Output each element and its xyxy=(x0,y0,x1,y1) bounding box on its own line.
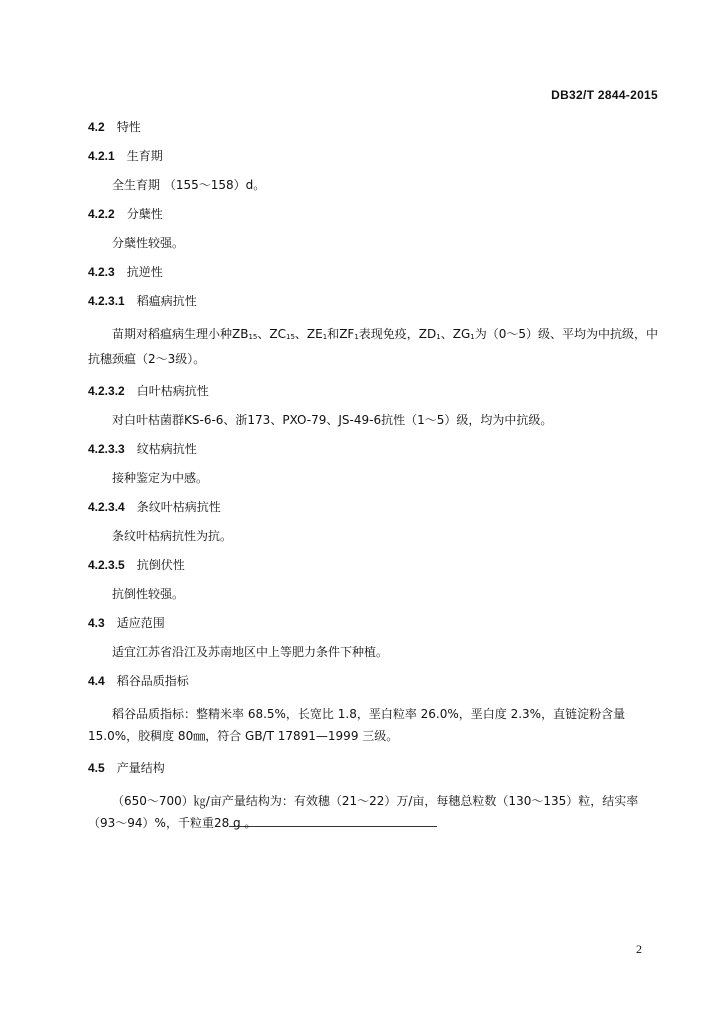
section-number: 4.2.3.5 xyxy=(88,558,125,572)
section-number: 4.3 xyxy=(88,616,105,630)
paragraph-sheath-blight: 接种鉴定为中感。 xyxy=(112,471,209,485)
section-heading-4-2-2 xyxy=(88,207,658,236)
section-title: 纹枯病抗性 xyxy=(136,442,197,456)
paragraph-blast-resistance: 苗期对稻瘟病生理小种$ZB_{15}$、$ZC_{15}$、$ZE_1$和$ZF_1$表现免疫，$ZD_1$、$ZG_1$为（0～5）级、平均为中抗级，中抗穗颈瘟（2～3级）。 xyxy=(88,327,659,366)
section-number: 4.2.2 xyxy=(88,207,115,221)
document-code: DB32/T 2844-2015 xyxy=(551,88,658,102)
section-number: 4.4 xyxy=(88,674,105,688)
section-number: 4.2.1 xyxy=(88,149,115,163)
section-number: 4.2.3.1 xyxy=(88,294,125,308)
section-heading-4-3 xyxy=(88,616,658,645)
section-heading-4-2-1 xyxy=(88,149,658,178)
section-title: 白叶枯病抗性 xyxy=(136,384,209,398)
section-number: 4.5 xyxy=(88,761,105,775)
document-body xyxy=(88,120,658,848)
paragraph-tillering: 分蘖性较强。 xyxy=(112,236,185,250)
section-number: 4.2.3.2 xyxy=(88,384,125,398)
end-of-document-rule xyxy=(229,826,437,827)
paragraph-growth-period: 全生育期 （155～158）d。 xyxy=(112,178,266,192)
section-number: 4.2.3 xyxy=(88,265,115,279)
paragraph-stripe-disease: 条纹叶枯病抗性为抗。 xyxy=(112,529,233,543)
section-number: 4.2.3.4 xyxy=(88,500,125,514)
section-title: 稻瘟病抗性 xyxy=(136,294,197,308)
section-heading-4-4 xyxy=(88,674,658,703)
section-heading-4-5 xyxy=(88,761,658,790)
section-heading-4-2-3-5 xyxy=(88,558,658,587)
section-title: 特性 xyxy=(116,120,141,134)
section-heading-4-2-3 xyxy=(88,265,658,294)
section-title: 稻谷品质指标 xyxy=(116,674,189,688)
section-title: 适应范围 xyxy=(116,616,165,630)
section-title: 抗倒伏性 xyxy=(136,558,185,572)
paragraph-yield-structure: （650～700）㎏/亩产量结构为：有效穗（21～22）万/亩，每穗总粒数（130～135）粒，结实率（93～94）%，千粒重28 g 。 xyxy=(88,794,639,830)
section-number: 4.2.3.3 xyxy=(88,442,125,456)
section-title: 产量结构 xyxy=(116,761,165,775)
section-heading-4-2-3-1 xyxy=(88,294,658,323)
section-heading-4-2-3-2 xyxy=(88,384,658,413)
section-title: 抗逆性 xyxy=(126,265,163,279)
paragraph-grain-quality: 稻谷品质指标：整精米率 68.5%，长宽比 1.8，垩白粒率 26.0%，垩白度 2.3%，直链淀粉含量 15.0%，胶稠度 80㎜，符合 GB/T 17891—1999 三级。 xyxy=(88,707,626,743)
section-heading-4-2 xyxy=(88,120,658,149)
section-title: 生育期 xyxy=(126,149,163,163)
section-title: 条纹叶枯病抗性 xyxy=(136,500,221,514)
paragraph-adaptation: 适宜江苏省沿江及苏南地区中上等肥力条件下种植。 xyxy=(112,645,389,659)
section-heading-4-2-3-3 xyxy=(88,442,658,471)
paragraph-bacterial-blight: 对白叶枯菌群KS-6-6、浙173、PXO-79、JS-49-6抗性（1～5）级，均为中抗级。 xyxy=(112,413,553,427)
section-heading-4-2-3-4 xyxy=(88,500,658,529)
section-number: 4.2 xyxy=(88,120,105,134)
paragraph-lodging: 抗倒性较强。 xyxy=(112,587,185,601)
section-title: 分蘖性 xyxy=(126,207,163,221)
page-number: 2 xyxy=(636,942,642,956)
